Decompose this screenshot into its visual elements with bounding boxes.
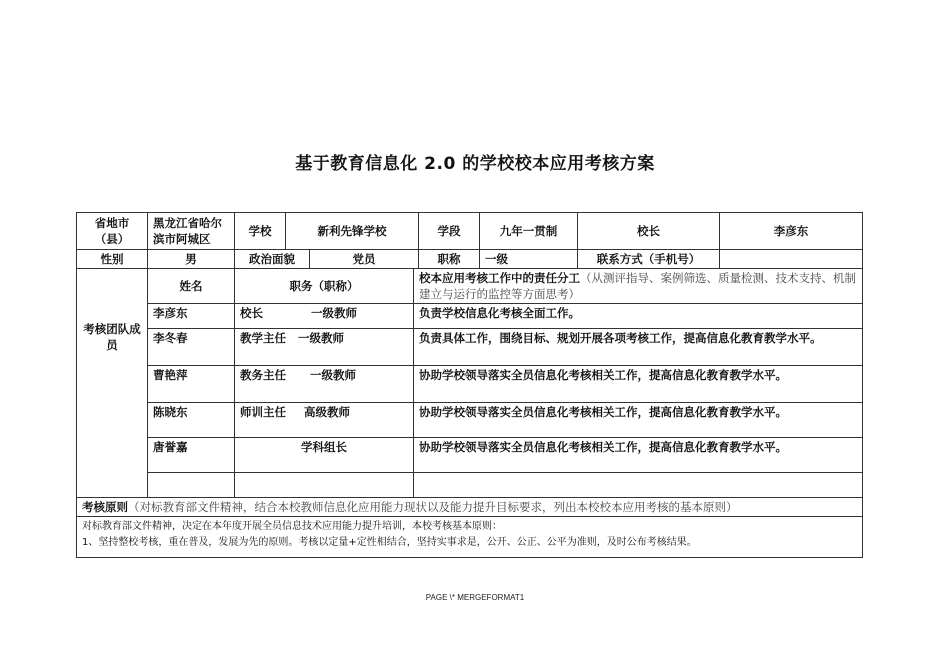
contact-value [720, 250, 863, 269]
principles-line-1: 对标教育部文件精神，决定在本年度开展全员信息技术应用能力提升培训，本校考核基本原则： [82, 521, 502, 532]
principles-body [77, 517, 863, 558]
member-row-empty [77, 473, 863, 498]
political-value: 党员 [310, 250, 419, 269]
member-row [77, 304, 863, 329]
member-name: 曹艳萍 [148, 366, 235, 403]
principles-header [77, 498, 863, 517]
member-name-empty [148, 473, 235, 498]
member-duty: 负责学校信息化考核全面工作。 [414, 304, 863, 329]
team-section-label: 考核团队成员 [77, 269, 148, 498]
document-title: 基于教育信息化 2.0 的学校校本应用考核方案 [295, 154, 655, 174]
member-duty-empty [414, 473, 863, 498]
position-header: 职务（职称） [235, 269, 414, 304]
member-position: 学科组长 [235, 438, 414, 473]
principal-value: 李彦东 [720, 213, 863, 250]
duty-header [414, 269, 863, 304]
member-position: 师训主任 高级教师 [235, 403, 414, 438]
member-name: 唐誉嘉 [148, 438, 235, 473]
gender-label: 性别 [77, 250, 148, 269]
member-duty: 协助学校领导落实全员信息化考核相关工作，提高信息化教育教学水平。 [414, 438, 863, 473]
member-position: 教学主任 一级教师 [235, 329, 414, 366]
duty-header-text: 校本应用考核工作中的责任分工 [419, 271, 580, 285]
header-row [77, 213, 863, 250]
school-value: 新利先锋学校 [286, 213, 419, 250]
member-row [77, 366, 863, 403]
member-duty: 负责具体工作，围绕目标、规划开展各项考核工作，提高信息化教育教学水平。 [414, 329, 863, 366]
member-duty: 协助学校领导落实全员信息化考核相关工作，提高信息化教育教学水平。 [414, 366, 863, 403]
page-footer: PAGE \* MERGEFORMAT1 [425, 593, 525, 602]
principles-label: 考核原则 [82, 500, 128, 514]
principles-note: （对标教育部文件精神，结合本校教师信息化应用能力现状以及能力提升目标要求，列出本校校本应用考核的基本原则） [128, 500, 738, 514]
title-value: 一级 [480, 250, 578, 269]
school-label: 学校 [235, 213, 286, 250]
principal-label: 校长 [578, 213, 720, 250]
member-position: 校长 一级教师 [235, 304, 414, 329]
info-row [77, 250, 863, 269]
principles-line-2: 1、坚持整校考核，重在普及，发展为先的原则。考核以定量+定性相结合，坚持实事求是，公开、公正、公平为准则，及时公布考核结果。 [82, 537, 697, 548]
political-label: 政治面貌 [235, 250, 310, 269]
stage-value: 九年一贯制 [480, 213, 578, 250]
member-name: 陈晓东 [148, 403, 235, 438]
member-position-empty [235, 473, 414, 498]
title-label: 职称 [419, 250, 480, 269]
team-header-row [77, 269, 863, 304]
name-header: 姓名 [148, 269, 235, 304]
member-name: 李冬春 [148, 329, 235, 366]
contact-label: 联系方式（手机号） [578, 250, 720, 269]
member-duty: 协助学校领导落实全员信息化考核相关工作，提高信息化教育教学水平。 [414, 403, 863, 438]
duty-header-note: （从测评指导、案例筛选、质量检测、技术支持、机制建立与运行的监控等方面思考） [419, 271, 856, 301]
member-row [77, 329, 863, 366]
assessment-table [76, 212, 863, 558]
gender-value: 男 [148, 250, 235, 269]
member-row [77, 438, 863, 473]
province-value: 黑龙江省哈尔滨市阿城区 [148, 213, 235, 250]
principles-body-row [77, 517, 863, 558]
member-position: 教务主任 一级教师 [235, 366, 414, 403]
member-name: 李彦东 [148, 304, 235, 329]
province-label: 省地市（县） [77, 213, 148, 250]
stage-label: 学段 [419, 213, 480, 250]
member-row [77, 403, 863, 438]
principles-header-row [77, 498, 863, 517]
